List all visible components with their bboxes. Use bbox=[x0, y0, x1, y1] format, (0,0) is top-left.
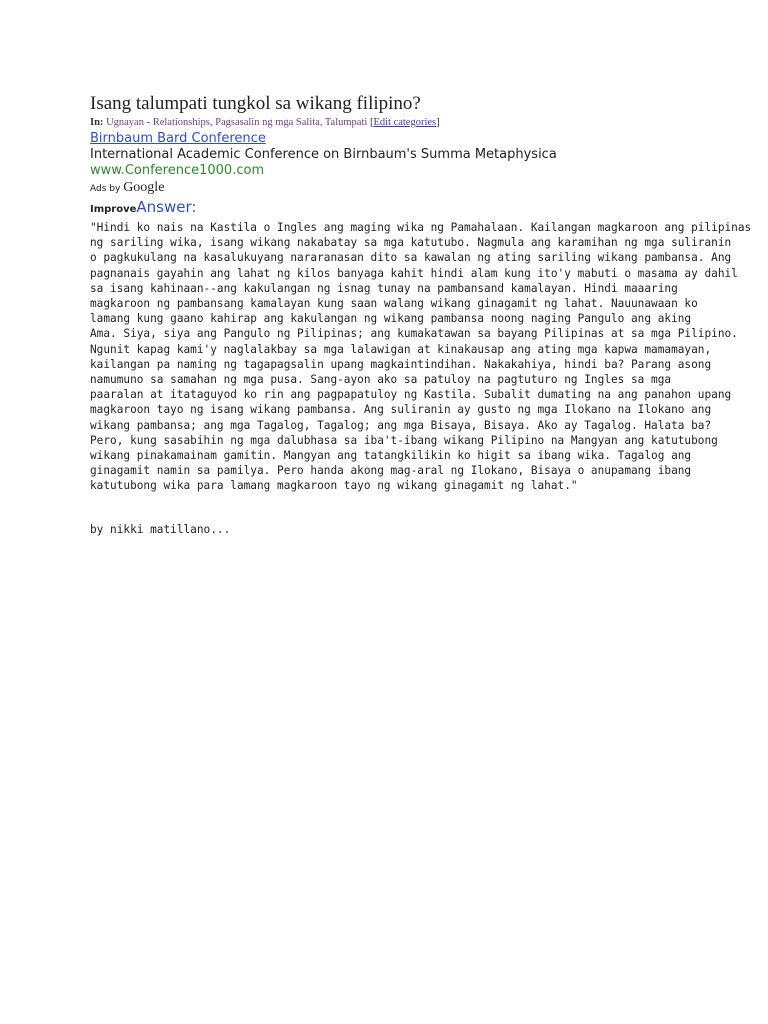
ad-block bbox=[90, 129, 690, 197]
ads-by-label: Ads by bbox=[90, 184, 121, 194]
categories-in-label: In: bbox=[90, 117, 104, 128]
ads-by-google[interactable] bbox=[90, 180, 690, 197]
answer-byline: by nikki matillano... bbox=[90, 522, 231, 536]
answer-header bbox=[90, 198, 690, 219]
categories-line bbox=[90, 116, 690, 129]
categories-bracket-open: [ bbox=[369, 117, 374, 128]
ad-title-link[interactable]: Birnbaum Bard Conference bbox=[90, 131, 266, 146]
question-title: Isang talumpati tungkol sa wikang filipino? bbox=[90, 93, 421, 114]
page-content bbox=[90, 93, 752, 537]
google-logo: Google bbox=[123, 180, 165, 195]
answer-text: "Hindi ko nais na Kastila o Ingles ang maging wika ng Pamahalaan. Kailangan magkaroon ang pilipinas ng sariling wika, isang wikang nakabatay sa mga katutubo. Nagmula ang karamihan ng mga suliranin o pagkukulang na kasalukuyang nararanasan dito sa kawalan ng ating sariling wikang pambansa. Ang pagnanais gayahin ang lahat ng kilos banyaga kahit hindi alam kung ito'y mabuti o masama ay dahil sa isang kahinaan--ang kakulangan ng isnag tunay na pambansand kamalayan. Hindi maaaring magkaroon ng pambansang kamalayan kung saan walang wikang ginagamit ng lahat. Nauunawaan ko lamang kung gaano kahirap ang kakulangan ng wikang pambansa noong naging Pangulo ang aking Ama. Siya, siya ang Pangulo ng Pilipinas; ang kumakatawan sa bayang Pilipinas at sa mga Pilipino. Ngunit kapag kami'y naglalakbay sa mga lalawigan at kinakausap ang ating mga kapwa mamamayan, kailangan pa naming ng tagapagsalin upang magkaintindihan. Nakakahiya, hindi ba? Parang asong namumuno sa samahan ng mga pusa. Sang-ayon ako sa patuloy na pagtuturo ng Ingles sa mga paaralan at itataguyod ko rin ang pagpapatuloy ng Kastila. Subalit dumating na ang panahon upang magkaroon tayo ng isang wikang pambansa. Ang suliranin ay gusto ng mga Ilokano na Ilokano ang wikang pambansa; ang mga Tagalog, Tagalog; ang mga Bisaya, Bisaya. Ako ay Tagalog. Halata ba? Pero, kung sasabihin ng mga dalubhasa sa iba't-ibang wikang Pilipino na Mangyan ang katutubong wikang pinakamainam gamitin. Mangyan ang tatangkilikin ko higit sa ibang wika. Tagalog ang ginagamit namin sa pamilya. Pero handa akong mag-aral ng Ilokano, Bisaya o anupamang ibang katutubong wika para lamang magkaroon tayo ng wikang ginagamit ng lahat." bbox=[90, 221, 752, 493]
improve-link[interactable]: Improve bbox=[90, 204, 137, 215]
category-links[interactable]: Ugnayan - Relationships, Pagsasalin ng mga Salita, Talumpati bbox=[106, 117, 368, 128]
categories-bracket-close: ] bbox=[436, 117, 440, 128]
ad-url[interactable]: www.Conference1000.com bbox=[90, 163, 265, 178]
ad-description: International Academic Conference on Birnbaum's Summa Metaphysica bbox=[90, 147, 557, 162]
edit-categories-link[interactable]: Edit categories bbox=[373, 117, 437, 128]
answer-heading: Answer: bbox=[136, 198, 197, 216]
